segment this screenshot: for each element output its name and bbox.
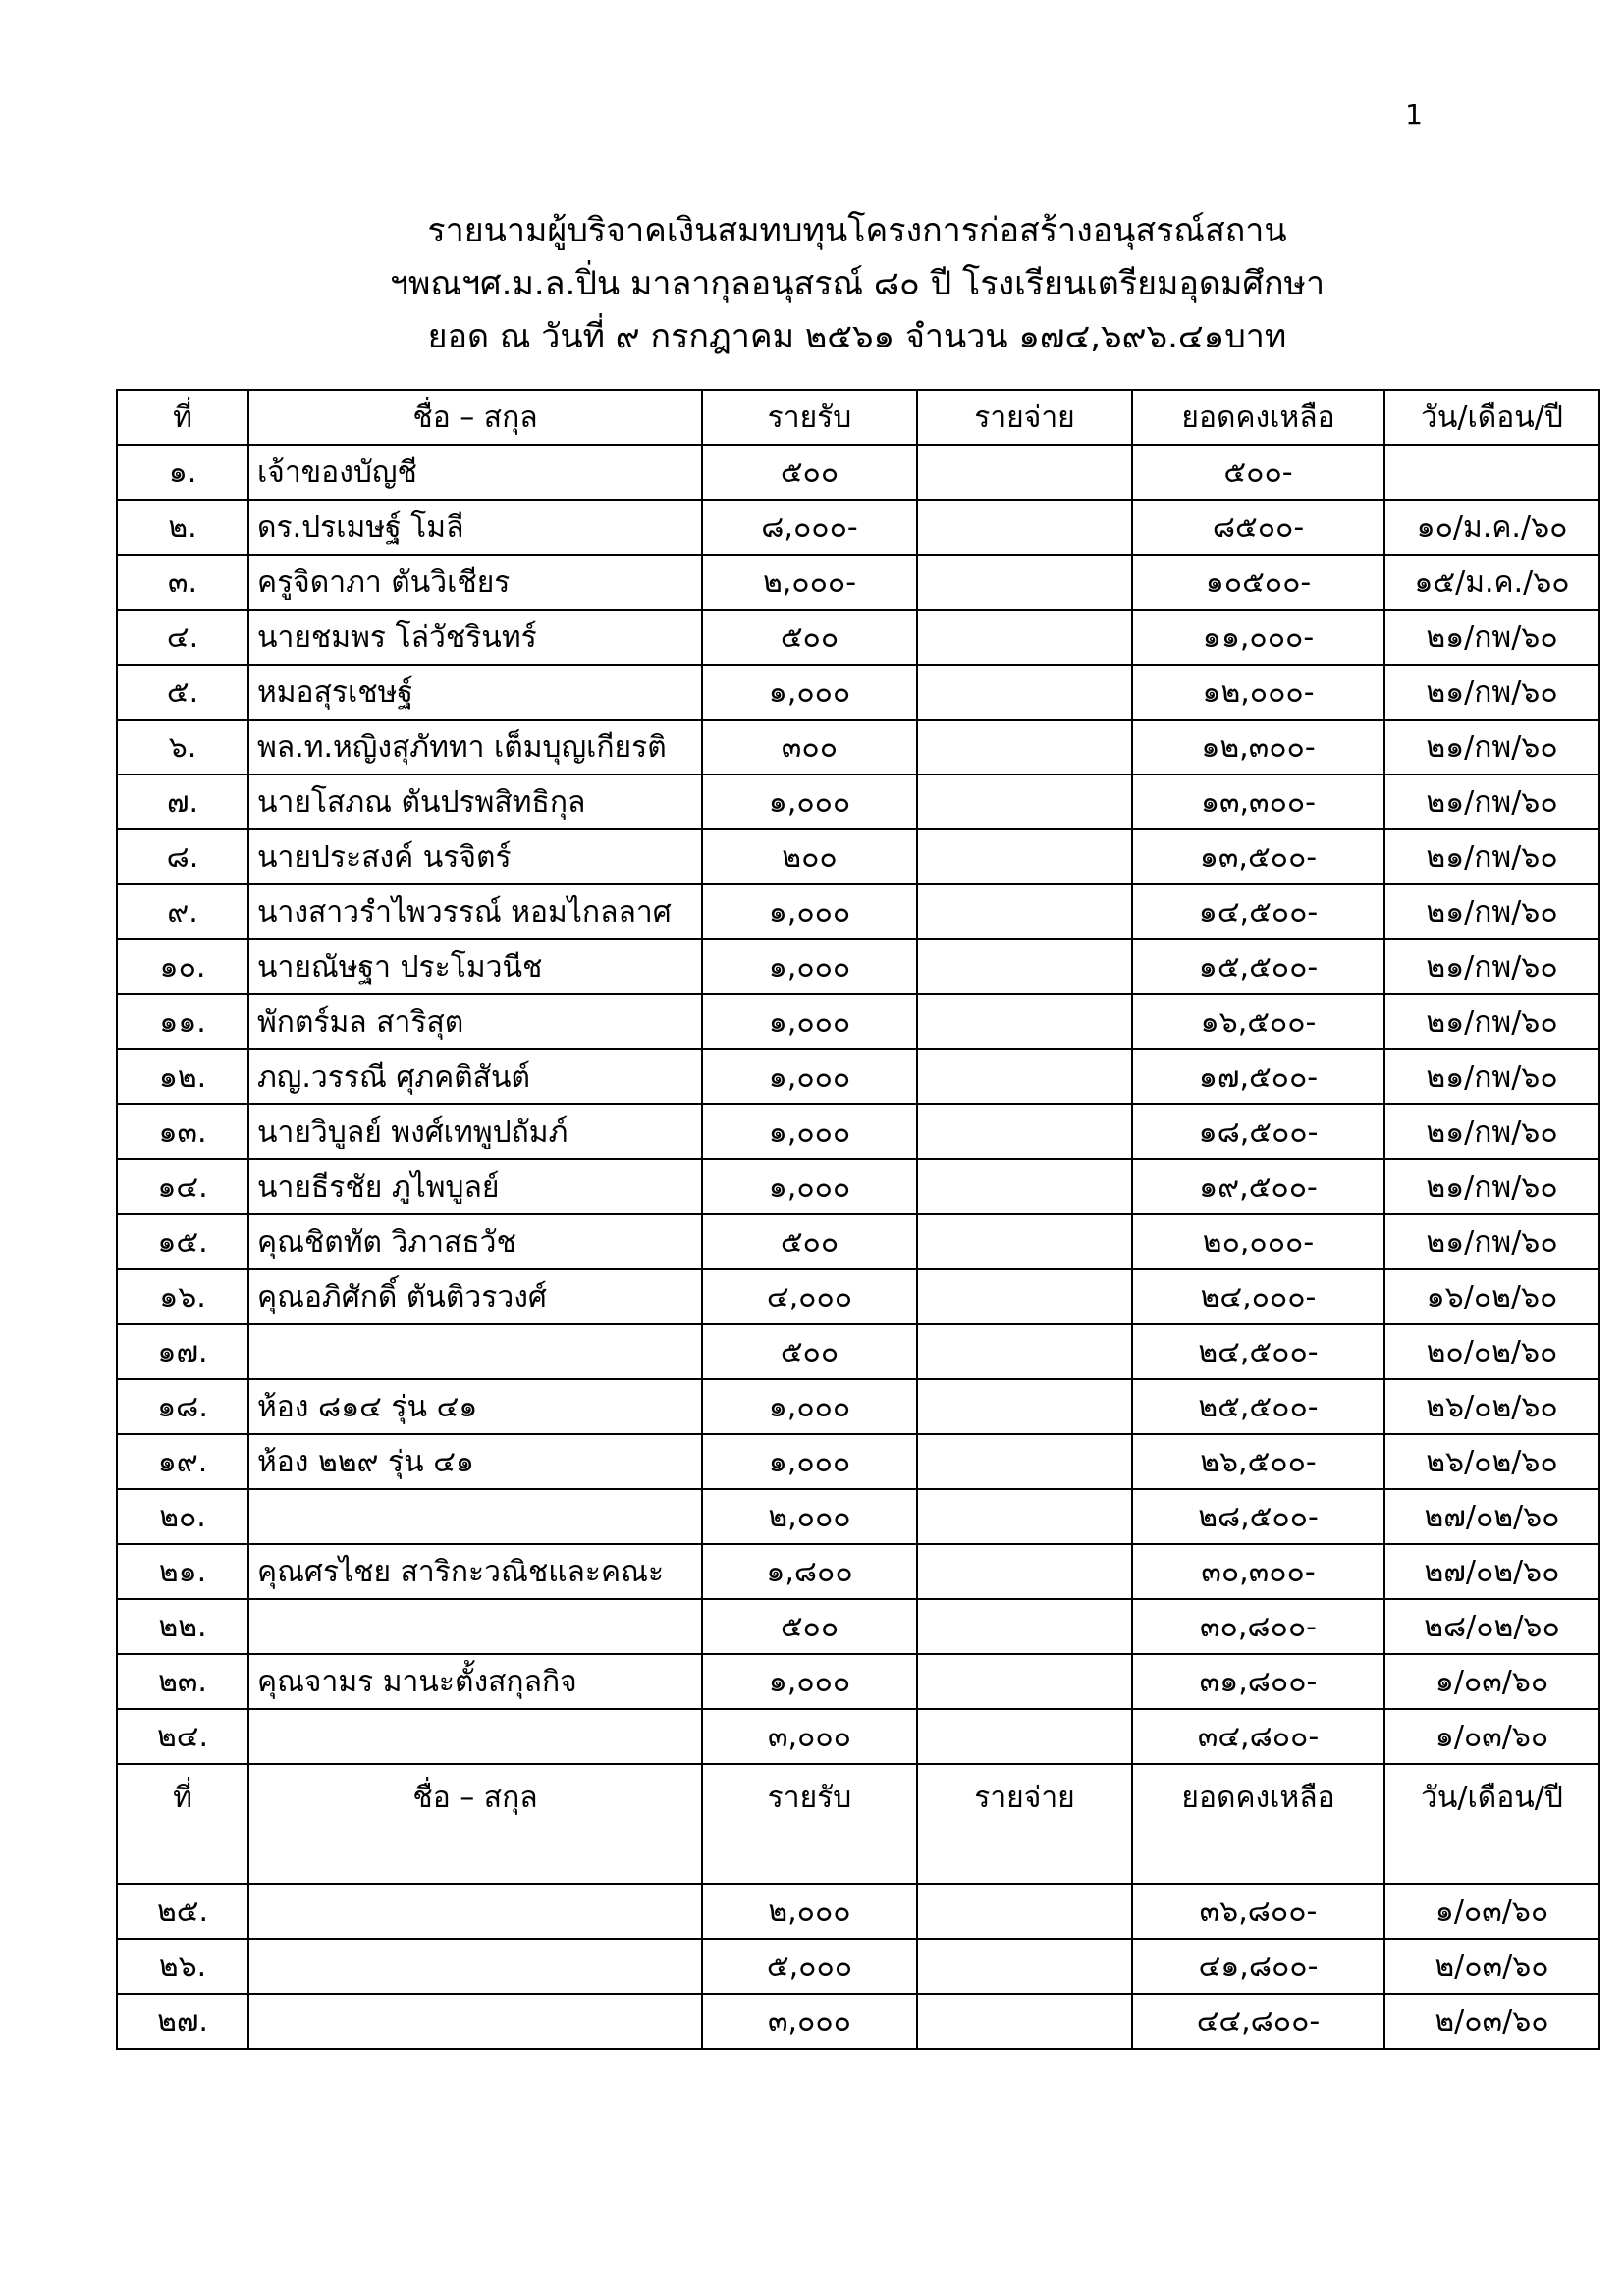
table-row [117, 610, 1599, 665]
cell-date: ๒๑/กพ/๖๐ [1384, 1049, 1599, 1104]
cell-income: ๓๐๐ [702, 720, 917, 774]
cell-no: ๑๔. [117, 1159, 248, 1214]
cell-expense [917, 774, 1132, 829]
table-row [117, 500, 1599, 555]
cell-date: ๒๐/๐๒/๖๐ [1384, 1324, 1599, 1379]
cell-balance: ๑๖,๕๐๐- [1132, 994, 1384, 1049]
cell-expense [917, 1994, 1132, 2049]
cell-no: ๒๓. [117, 1654, 248, 1709]
cell-no: ๒๗. [117, 1994, 248, 2049]
cell-income: ๑,๐๐๐ [702, 1434, 917, 1489]
cell-date: ๒๑/กพ/๖๐ [1384, 1214, 1599, 1269]
cell-income: ๑,๐๐๐ [702, 939, 917, 994]
table-row [117, 665, 1599, 720]
title-line-3: ยอด ณ วันที่ ๙ กรกฎาคม ๒๕๖๑ จำนวน ๑๗๔,๖๙๖.๔๑บาท [427, 317, 1287, 356]
cell-date: ๑๖/๐๒/๖๐ [1384, 1269, 1599, 1324]
cell-balance: ๑๒,๓๐๐- [1132, 720, 1384, 774]
cell-name: คุณจามร มานะตั้งสกุลกิจ [248, 1654, 702, 1709]
cell-no: ๑๙. [117, 1434, 248, 1489]
cell-expense [917, 994, 1132, 1049]
cell-income: ๕,๐๐๐ [702, 1939, 917, 1994]
cell-date: ๒๖/๐๒/๖๐ [1384, 1434, 1599, 1489]
cell-expense [917, 1269, 1132, 1324]
cell-income: ๑,๐๐๐ [702, 1159, 917, 1214]
cell-name: นางสาวรำไพวรรณ์ หอมไกลลาศ [248, 884, 702, 939]
cell-income: ๕๐๐ [702, 610, 917, 665]
table-row [117, 1599, 1599, 1654]
cell-balance: ๓๐,๓๐๐- [1132, 1544, 1384, 1599]
cell-balance: ๒๖,๕๐๐- [1132, 1434, 1384, 1489]
table-row [117, 1379, 1599, 1434]
table-header-row [117, 390, 1599, 445]
cell-no: ๑๕. [117, 1214, 248, 1269]
cell-balance: ๒๐,๐๐๐- [1132, 1214, 1384, 1269]
cell-no: ๗. [117, 774, 248, 829]
cell-balance: ๓๔,๘๐๐- [1132, 1709, 1384, 1764]
cell-name: นายประสงค์ นรจิตร์ [248, 829, 702, 884]
cell-balance: ๑๘,๕๐๐- [1132, 1104, 1384, 1159]
document-title [116, 204, 1598, 363]
title-line-1: รายนามผู้บริจาคเงินสมทบทุนโครงการก่อสร้างอนุสรณ์สถาน [427, 211, 1287, 250]
cell-income: ๓,๐๐๐ [702, 1709, 917, 1764]
cell-no: ๒๕. [117, 1884, 248, 1939]
cell-date: ๒๗/๐๒/๖๐ [1384, 1544, 1599, 1599]
cell-income: ๒,๐๐๐ [702, 1489, 917, 1544]
cell-expense [917, 1939, 1132, 1994]
table-row [117, 1434, 1599, 1489]
column-header-balance: ยอดคงเหลือ [1132, 390, 1384, 445]
cell-date: ๒๑/กพ/๖๐ [1384, 720, 1599, 774]
table-row [117, 1324, 1599, 1379]
column-header-no: ที่ [117, 390, 248, 445]
cell-name: ครูจิดาภา ตันวิเชียร [248, 555, 702, 610]
column-header-balance: ยอดคงเหลือ [1132, 1764, 1384, 1884]
cell-expense [917, 500, 1132, 555]
cell-balance: ๑๓,๕๐๐- [1132, 829, 1384, 884]
cell-expense [917, 1434, 1132, 1489]
cell-balance: ๑๓,๓๐๐- [1132, 774, 1384, 829]
cell-name [248, 1994, 702, 2049]
table-row [117, 1939, 1599, 1994]
cell-balance: ๒๘,๕๐๐- [1132, 1489, 1384, 1544]
cell-date: ๑/๐๓/๖๐ [1384, 1709, 1599, 1764]
cell-balance: ๘๕๐๐- [1132, 500, 1384, 555]
cell-income: ๑,๐๐๐ [702, 1654, 917, 1709]
cell-expense [917, 1654, 1132, 1709]
cell-date: ๒๑/กพ/๖๐ [1384, 1104, 1599, 1159]
cell-income: ๑,๘๐๐ [702, 1544, 917, 1599]
cell-income: ๕๐๐ [702, 1324, 917, 1379]
cell-name: เจ้าของบัญชี [248, 445, 702, 500]
cell-no: ๒. [117, 500, 248, 555]
cell-balance: ๔๔,๘๐๐- [1132, 1994, 1384, 2049]
cell-income: ๑,๐๐๐ [702, 665, 917, 720]
table-row [117, 1049, 1599, 1104]
cell-date: ๒๖/๐๒/๖๐ [1384, 1379, 1599, 1434]
cell-name [248, 1939, 702, 1994]
cell-date: ๑/๐๓/๖๐ [1384, 1654, 1599, 1709]
cell-no: ๑๒. [117, 1049, 248, 1104]
cell-income: ๓,๐๐๐ [702, 1994, 917, 2049]
column-header-date: วัน/เดือน/ปี [1384, 1764, 1599, 1884]
table-row [117, 1884, 1599, 1939]
cell-expense [917, 1489, 1132, 1544]
cell-name: นายณัษฐา ประโมวนีช [248, 939, 702, 994]
cell-date: ๒๘/๐๒/๖๐ [1384, 1599, 1599, 1654]
cell-expense [917, 829, 1132, 884]
cell-balance: ๑๐๕๐๐- [1132, 555, 1384, 610]
cell-expense [917, 1104, 1132, 1159]
cell-no: ๑๘. [117, 1379, 248, 1434]
cell-name [248, 1489, 702, 1544]
cell-income: ๒๐๐ [702, 829, 917, 884]
cell-income: ๒,๐๐๐- [702, 555, 917, 610]
cell-balance: ๓๑,๘๐๐- [1132, 1654, 1384, 1709]
cell-no: ๑๐. [117, 939, 248, 994]
cell-date: ๒๑/กพ/๖๐ [1384, 1159, 1599, 1214]
cell-income: ๑,๐๐๐ [702, 884, 917, 939]
cell-name: ห้อง ๘๑๔ รุ่น ๔๑ [248, 1379, 702, 1434]
cell-expense [917, 939, 1132, 994]
cell-balance: ๑๗,๕๐๐- [1132, 1049, 1384, 1104]
table-row [117, 1489, 1599, 1544]
cell-name [248, 1709, 702, 1764]
title-line-2: ฯพณฯศ.ม.ล.ปิ่น มาลากุลอนุสรณ์ ๘๐ ปี โรงเรียนเตรียมอุดมศึกษา [389, 264, 1326, 303]
cell-no: ๒๒. [117, 1599, 248, 1654]
column-header-no: ที่ [117, 1764, 248, 1884]
cell-income: ๕๐๐ [702, 445, 917, 500]
cell-date: ๒๑/กพ/๖๐ [1384, 884, 1599, 939]
cell-expense [917, 555, 1132, 610]
cell-name: ห้อง ๒๒๙ รุ่น ๔๑ [248, 1434, 702, 1489]
cell-balance: ๑๔,๕๐๐- [1132, 884, 1384, 939]
column-header-name: ชื่อ – สกุล [248, 1764, 702, 1884]
cell-name: คุณอภิศักดิ์ ตันติวรวงศ์ [248, 1269, 702, 1324]
cell-expense [917, 1599, 1132, 1654]
column-header-income: รายรับ [702, 1764, 917, 1884]
column-header-income: รายรับ [702, 390, 917, 445]
cell-expense [917, 884, 1132, 939]
cell-name: พล.ท.หญิงสุภัททา เต็มบุญเกียรติ [248, 720, 702, 774]
cell-name: หมอสุรเชษฐ์ [248, 665, 702, 720]
cell-date: ๒๑/กพ/๖๐ [1384, 665, 1599, 720]
cell-no: ๒๔. [117, 1709, 248, 1764]
table-row [117, 994, 1599, 1049]
cell-income: ๔,๐๐๐ [702, 1269, 917, 1324]
cell-expense [917, 1544, 1132, 1599]
table-row [117, 1654, 1599, 1709]
cell-balance: ๑๒,๐๐๐- [1132, 665, 1384, 720]
cell-name: ภญ.วรรณี ศุภคติสันต์ [248, 1049, 702, 1104]
table-row [117, 774, 1599, 829]
cell-no: ๔. [117, 610, 248, 665]
cell-balance: ๒๔,๕๐๐- [1132, 1324, 1384, 1379]
cell-income: ๘,๐๐๐- [702, 500, 917, 555]
cell-income: ๑,๐๐๐ [702, 994, 917, 1049]
cell-expense [917, 1709, 1132, 1764]
table-row [117, 939, 1599, 994]
table-row [117, 720, 1599, 774]
cell-income: ๑,๐๐๐ [702, 1049, 917, 1104]
ledger-body [117, 390, 1599, 2049]
cell-expense [917, 445, 1132, 500]
cell-income: ๕๐๐ [702, 1599, 917, 1654]
table-row [117, 445, 1599, 500]
cell-date: ๒/๐๓/๖๐ [1384, 1994, 1599, 2049]
cell-no: ๘. [117, 829, 248, 884]
cell-no: ๑๑. [117, 994, 248, 1049]
cell-expense [917, 665, 1132, 720]
cell-name: นายโสภณ ตันปรพสิทธิกุล [248, 774, 702, 829]
cell-name [248, 1884, 702, 1939]
cell-income: ๕๐๐ [702, 1214, 917, 1269]
cell-no: ๒๐. [117, 1489, 248, 1544]
cell-name [248, 1324, 702, 1379]
cell-date: ๑๕/ม.ค./๖๐ [1384, 555, 1599, 610]
cell-no: ๑๖. [117, 1269, 248, 1324]
cell-expense [917, 1049, 1132, 1104]
table-row [117, 829, 1599, 884]
cell-name: ดร.ปรเมษฐ์ โมลี [248, 500, 702, 555]
cell-date: ๒๑/กพ/๖๐ [1384, 774, 1599, 829]
table-header-row [117, 1764, 1599, 1884]
table-row [117, 1104, 1599, 1159]
cell-expense [917, 1884, 1132, 1939]
cell-date: ๒/๐๓/๖๐ [1384, 1939, 1599, 1994]
cell-balance: ๔๑,๘๐๐- [1132, 1939, 1384, 1994]
cell-balance: ๒๔,๐๐๐- [1132, 1269, 1384, 1324]
cell-expense [917, 1159, 1132, 1214]
cell-date: ๒๑/กพ/๖๐ [1384, 994, 1599, 1049]
table-row [117, 1269, 1599, 1324]
table-row [117, 1214, 1599, 1269]
table-row [117, 1159, 1599, 1214]
cell-no: ๑๓. [117, 1104, 248, 1159]
cell-no: ๖. [117, 720, 248, 774]
cell-date: ๒๑/กพ/๖๐ [1384, 939, 1599, 994]
cell-no: ๒๖. [117, 1939, 248, 1994]
cell-balance: ๓๖,๘๐๐- [1132, 1884, 1384, 1939]
cell-balance: ๓๐,๘๐๐- [1132, 1599, 1384, 1654]
cell-date: ๑๐/ม.ค./๖๐ [1384, 500, 1599, 555]
cell-name: นายธีรชัย ภูไพบูลย์ [248, 1159, 702, 1214]
cell-expense [917, 1379, 1132, 1434]
cell-balance: ๑๑,๐๐๐- [1132, 610, 1384, 665]
cell-name: นายชมพร โล่วัชรินทร์ [248, 610, 702, 665]
table-row [117, 1709, 1599, 1764]
cell-income: ๑,๐๐๐ [702, 1379, 917, 1434]
cell-no: ๕. [117, 665, 248, 720]
cell-balance: ๕๐๐- [1132, 445, 1384, 500]
cell-expense [917, 1214, 1132, 1269]
cell-no: ๓. [117, 555, 248, 610]
cell-name: คุณชิตทัต วิภาสธวัช [248, 1214, 702, 1269]
cell-income: ๒,๐๐๐ [702, 1884, 917, 1939]
cell-date [1384, 445, 1599, 500]
cell-no: ๙. [117, 884, 248, 939]
cell-name: นายวิบูลย์ พงศ์เทพูปถัมภ์ [248, 1104, 702, 1159]
cell-income: ๑,๐๐๐ [702, 774, 917, 829]
cell-name: คุณศรไชย สาริกะวณิชและคณะ [248, 1544, 702, 1599]
cell-no: ๑. [117, 445, 248, 500]
column-header-date: วัน/เดือน/ปี [1384, 390, 1599, 445]
cell-income: ๑,๐๐๐ [702, 1104, 917, 1159]
cell-balance: ๒๕,๕๐๐- [1132, 1379, 1384, 1434]
table-row [117, 1994, 1599, 2049]
cell-balance: ๑๕,๕๐๐- [1132, 939, 1384, 994]
table-row [117, 884, 1599, 939]
cell-no: ๑๗. [117, 1324, 248, 1379]
cell-name: พักตร์มล สาริสุต [248, 994, 702, 1049]
column-header-expense: รายจ่าย [917, 1764, 1132, 1884]
cell-balance: ๑๙,๕๐๐- [1132, 1159, 1384, 1214]
cell-date: ๒๗/๐๒/๖๐ [1384, 1489, 1599, 1544]
cell-date: ๒๑/กพ/๖๐ [1384, 610, 1599, 665]
cell-name [248, 1599, 702, 1654]
cell-date: ๒๑/กพ/๖๐ [1384, 829, 1599, 884]
donation-ledger-table [116, 389, 1600, 2050]
cell-expense [917, 1324, 1132, 1379]
cell-expense [917, 610, 1132, 665]
column-header-name: ชื่อ – สกุล [248, 390, 702, 445]
column-header-expense: รายจ่าย [917, 390, 1132, 445]
cell-no: ๒๑. [117, 1544, 248, 1599]
table-row [117, 555, 1599, 610]
cell-date: ๑/๐๓/๖๐ [1384, 1884, 1599, 1939]
table-row [117, 1544, 1599, 1599]
cell-expense [917, 720, 1132, 774]
page-number: 1 [1405, 98, 1423, 131]
